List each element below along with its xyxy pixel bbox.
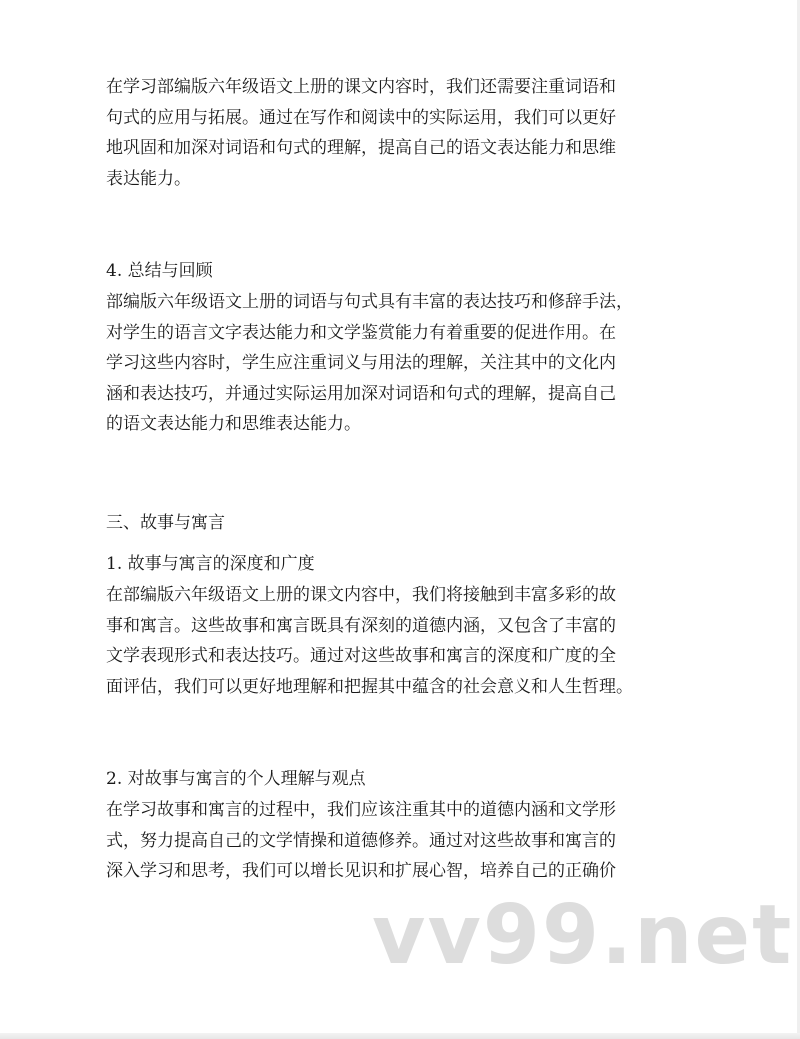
section-heading-personal-view: 2. 对故事与寓言的个人理解与观点 — [106, 769, 366, 789]
chapter-heading-stories-fables: 三、故事与寓言 — [106, 513, 225, 533]
site-watermark: vv99.net — [372, 888, 794, 983]
paragraph-summary — [106, 287, 706, 440]
text-line: 在学习部编版六年级语文上册的课文内容时，我们还需要注重词语和 — [106, 77, 616, 97]
text-line: 事和寓言。这些故事和寓言既具有深刻的道德内涵，又包含了丰富的 — [106, 615, 616, 636]
text-line: 部编版六年级语文上册的词语与句式具有丰富的表达技巧和修辞手法， — [106, 292, 633, 312]
text-line: 地巩固和加深对词语和句式的理解，提高自己的语文表达能力和思维 — [106, 138, 616, 159]
paragraph-personal-view — [106, 795, 706, 887]
section-heading-depth-breadth: 1. 故事与寓言的深度和广度 — [106, 554, 315, 574]
text-line: 句式的应用与拓展。通过在写作和阅读中的实际运用，我们可以更好 — [106, 107, 616, 128]
text-line: 在学习故事和寓言的过程中，我们应该注重其中的道德内涵和文学形 — [106, 800, 616, 820]
page-bottom-edge — [0, 1033, 800, 1039]
text-line: 的语文表达能力和思维表达能力。 — [106, 414, 361, 435]
text-line: 涵和表达技巧，并通过实际运用加深对词语和句式的理解，提高自己 — [106, 383, 616, 404]
text-line: 表达能力。 — [106, 168, 191, 189]
paragraph-depth-breadth — [106, 580, 706, 702]
section-heading-summary: 4. 总结与回顾 — [106, 261, 213, 281]
paragraph-word-application — [106, 72, 706, 194]
text-line: 文学表现形式和表达技巧。通过对这些故事和寓言的深度和广度的全 — [106, 646, 616, 667]
text-line: 学习这些内容时，学生应注重词义与用法的理解，关注其中的文化内 — [106, 353, 616, 374]
text-line: 式，努力提高自己的文学情操和道德修养。通过对这些故事和寓言的 — [106, 830, 616, 851]
text-line: 对学生的语言文字表达能力和文学鉴赏能力有着重要的促进作用。在 — [106, 322, 616, 343]
text-line: 面评估，我们可以更好地理解和把握其中蕴含的社会意义和人生哲理。 — [106, 676, 633, 697]
text-line: 在部编版六年级语文上册的课文内容中，我们将接触到丰富多彩的故 — [106, 585, 616, 605]
text-line: 深入学习和思考，我们可以增长见识和扩展心智，培养自己的正确价 — [106, 861, 616, 882]
